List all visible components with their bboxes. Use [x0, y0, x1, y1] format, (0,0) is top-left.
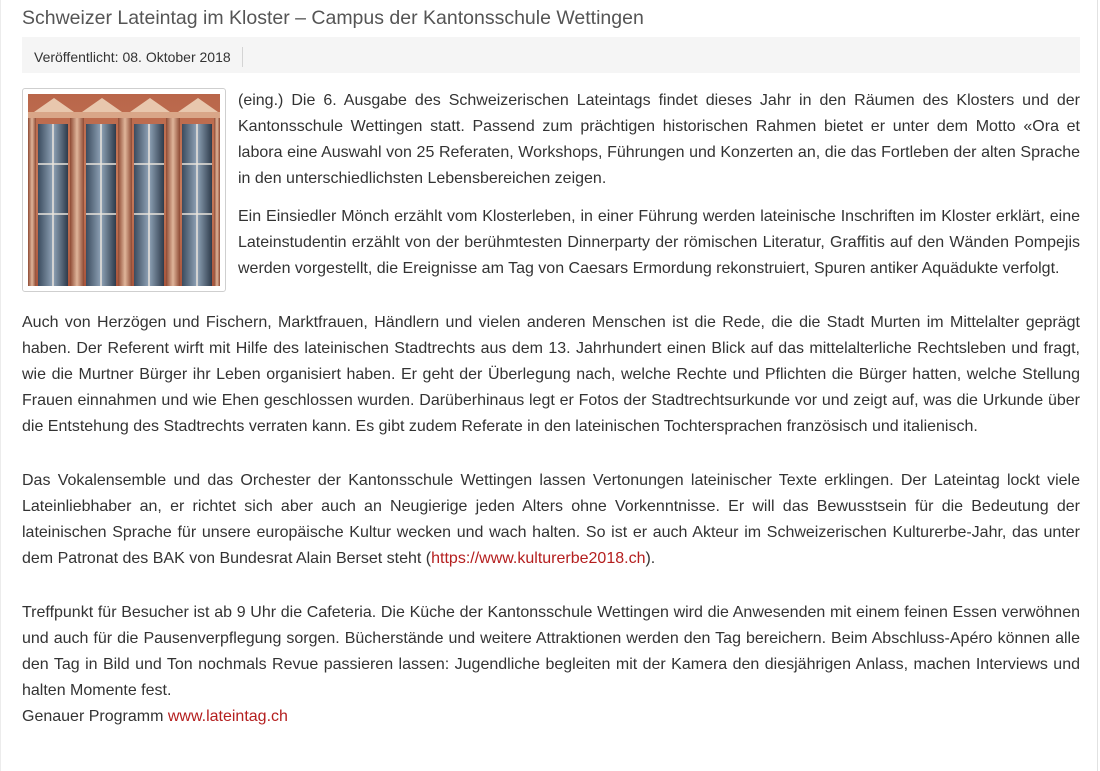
lateintag-link[interactable]: www.lateintag.ch	[167, 708, 288, 725]
paragraph-music-text: Das Vokalensemble und das Orchester der Kantonsschule Wettingen lassen Vertonungen lateinischer Texte erklingen. Der Lateintag lockt viele Lateinliebhaber an, er richtet sich aber auch an Neugierige jeden Alters ohne Vorkenntnisse. Er will das Bewusstsein für die Bedeutung der lateinischen Sprache für unsere europäische Kultur wecken und wach halten. So ist er auch Akteur im Schweizerischen Kulturerbe-Jahr, das unter dem Patronat des BAK von Bundesrat Alain Berset steht (	[22, 472, 1080, 567]
article-info-bar	[22, 37, 1080, 73]
program-label: Genauer Programm	[22, 708, 168, 725]
program-line	[22, 704, 1080, 730]
article-body	[22, 88, 1080, 730]
paragraph-music-end: ).	[645, 550, 656, 567]
page-title: Schweizer Lateintag im Kloster – Campus der Kantonsschule Wettingen	[22, 7, 644, 29]
paragraph-visitors: Treffpunkt für Besucher ist ab 9 Uhr die Cafeteria. Die Küche der Kantonsschule Wettingen wird die Anwesenden mit einem feinen Essen verwöhnen und auch für die Pausenverpflegung sorgen. Bücherstände und weitere Attraktionen werden den Tag bereichern. Beim Abschluss-Apéro können alle den Tag in Bild und Ton nochmals Revue passieren lassen: Jugendliche begleiten mit der Kamera den diesjährigen Anlass, machen Interviews und halten Momente fest.	[22, 604, 1080, 699]
paragraph-murten: Auch von Herzögen und Fischern, Marktfrauen, Händlern und vielen anderen Menschen ist die Rede, die die Stadt Murten im Mittelalter geprägt haben. Der Referent wirft mit Hilfe des lateinischen Stadtrechts aus dem 13. Jahrhundert einen Blick auf das mittelalterliche Rechtsleben und fragt, wie die Murtner Bürger ihr Leben organisiert haben. Er geht der Überlegung nach, welche Rechte und Pflichten die Bürger hatten, welche Stellung Frauen einnahmen und wie Ehen geschlossen wurden. Darüberhinaus legt er Fotos der Stadtrechtsurkunde vor und zeigt auf, was die Urkunde über die Entstehung des Stadtrechts verraten kann. Es gibt zudem Referate in den lateinischen Tochtersprachen französisch und italienisch.	[22, 314, 1080, 435]
paragraph-intro: (eing.) Die 6. Ausgabe des Schweizerischen Lateintags findet dieses Jahr in den Räumen des Klosters und der Kantonsschule Wettingen statt. Passend zum prächtigen historischen Rahmen bietet er unter dem Motto «Ora et labora eine Auswahl von 25 Referaten, Workshops, Führungen und Konzerten an, die das Fortleben der alten Sprache in den unterschiedlichsten Lebensbereichen zeigen.	[238, 92, 1080, 187]
paragraph-music	[22, 468, 1080, 572]
published-date: Veröffentlicht: 08. Oktober 2018	[34, 47, 243, 67]
kulturerbe-link[interactable]: https://www.kulturerbe2018.ch	[431, 550, 646, 567]
paragraph-program: Ein Einsiedler Mönch erzählt vom Klosterleben, in einer Führung werden lateinische Inschriften im Kloster erklärt, eine Lateinstudentin erzählt von der berühmtesten Dinnerparty der römischen Literatur, Graffitis auf den Wänden Pompejis werden vorgestellt, die Ereignisse am Tag von Caesars Ermordung rekonstruiert, Spuren antiker Aquädukte verfolgt.	[238, 208, 1080, 277]
